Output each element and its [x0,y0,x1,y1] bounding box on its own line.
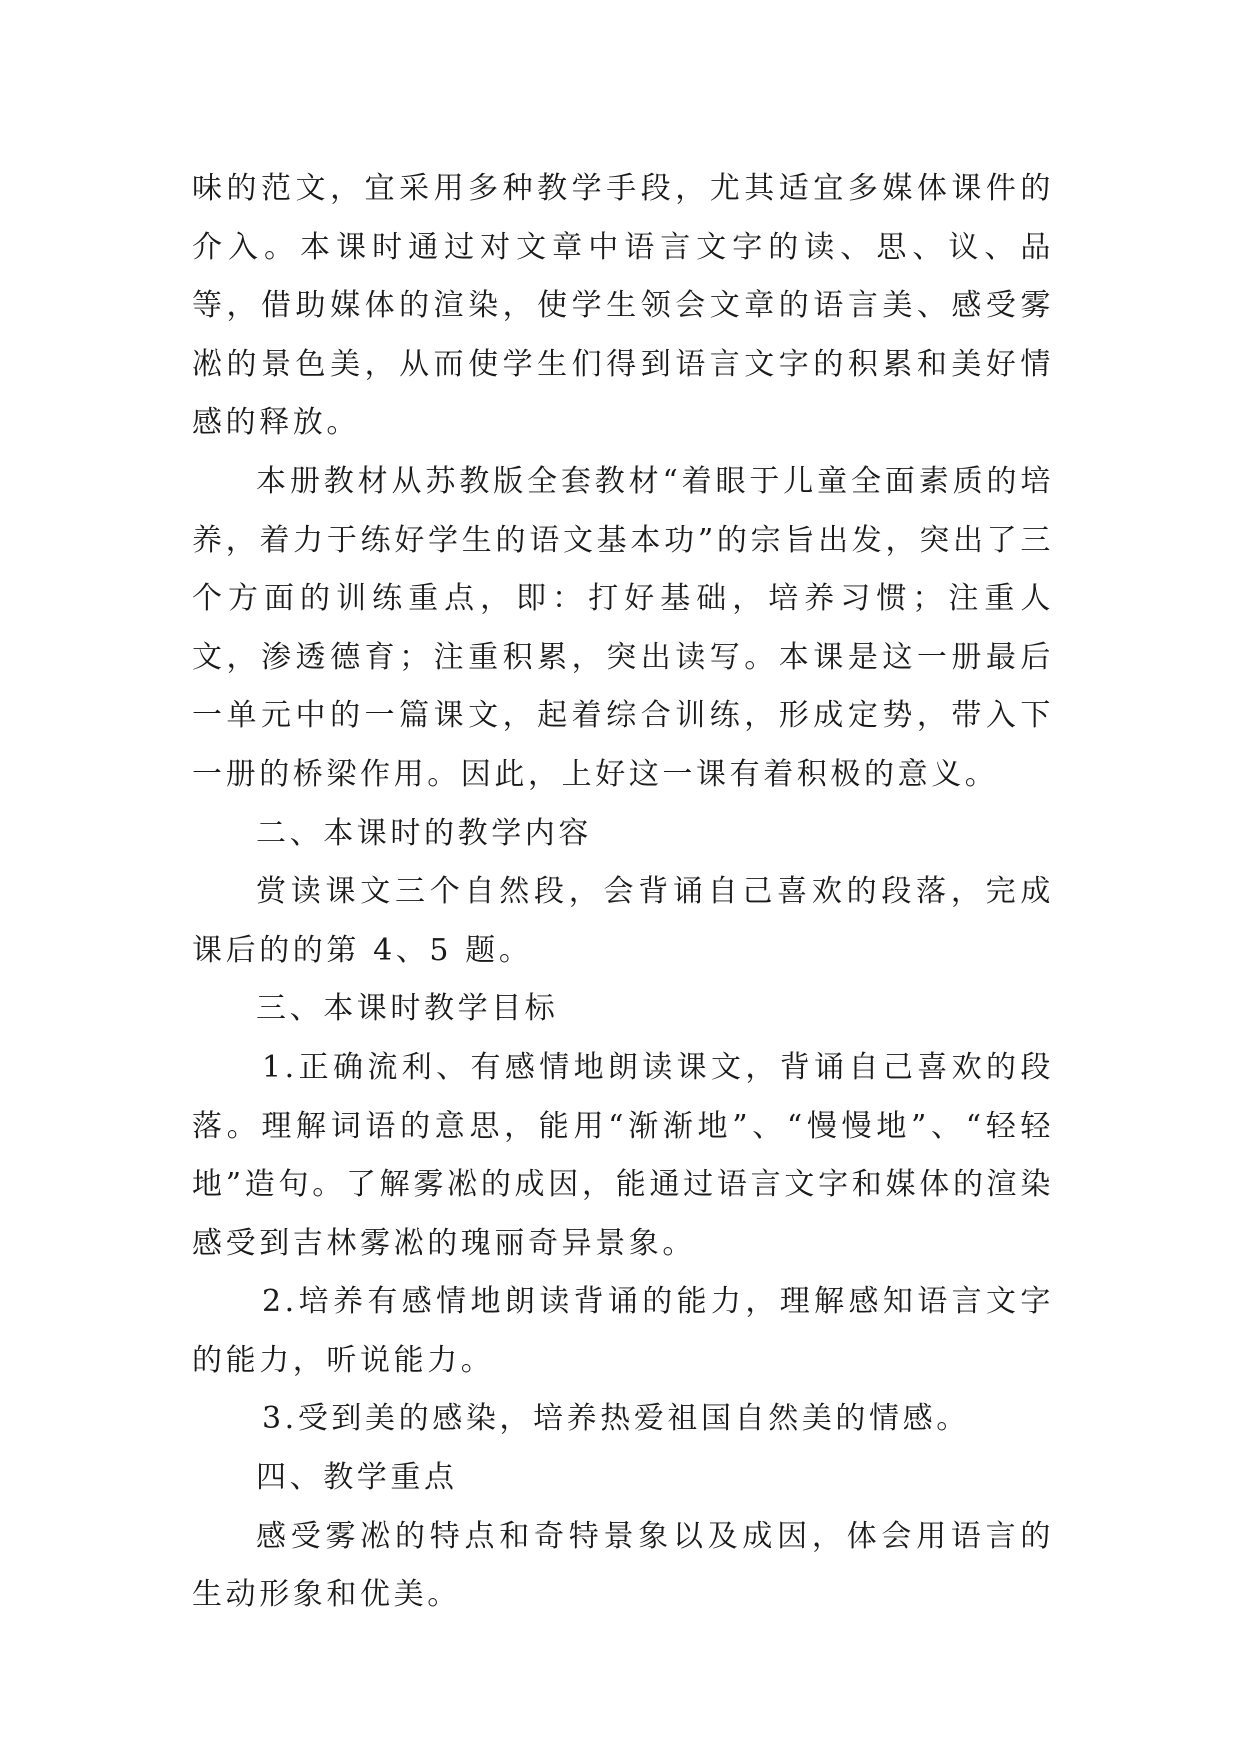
section-heading-teaching-focus: 四、教学重点 [256,1460,458,1496]
paragraph-continuation: 味的范文，宜采用多种教学手段，尤其适宜多媒体课件的介入。本课时通过对文章中语言文字的读、思、议、品等，借助媒体的渲染，使学生领会文章的语言美、感受雾凇的景色美，从而使学生们得到语言文字的积累和美好情感的释放。 [192,171,1054,441]
section-heading-teaching-goals: 三、本课时教学目标 [256,991,559,1027]
paragraph-teaching-focus: 感受雾凇的特点和奇特景象以及成因，体会用语言的生动形象和优美。 [192,1518,1054,1613]
paragraph-teaching-content: 赏读课文三个自然段，会背诵自己喜欢的段落，完成课后的的第 4、5 题。 [192,874,1054,968]
paragraph-textbook-intro: 本册教材从苏教版全套教材“着眼于儿童全面素质的培养，着力于练好学生的语文基本功”的宗旨出发，突出了三个方面的训练重点，即：打好基础，培养习惯；注重人文，渗透德育；注重积累，突出读写。本课是这一册最后一单元中的一篇课文，起着综合训练，形成定势，带入下一册的桥梁作用。因此，上好这一课有着积极的意义。 [192,463,1054,792]
goal-item-3: 3.受到美的感染，培养热爱祖国自然美的情感。 [262,1401,970,1437]
document-body [192,160,1054,1625]
goal-item-2: 2.培养有感情地朗读背诵的能力，理解感知语言文字的能力，听说能力。 [192,1284,1054,1378]
section-heading-teaching-content: 二、本课时的教学内容 [256,815,592,851]
goal-item-1: 1.正确流利、有感情地朗读课文，背诵自己喜欢的段落。理解词语的意思，能用“渐渐地”、“慢慢地”、“轻轻地”造句。了解雾凇的成因，能通过语言文字和媒体的渲染感受到吉林雾凇的瑰丽奇异景象。 [192,1049,1054,1261]
